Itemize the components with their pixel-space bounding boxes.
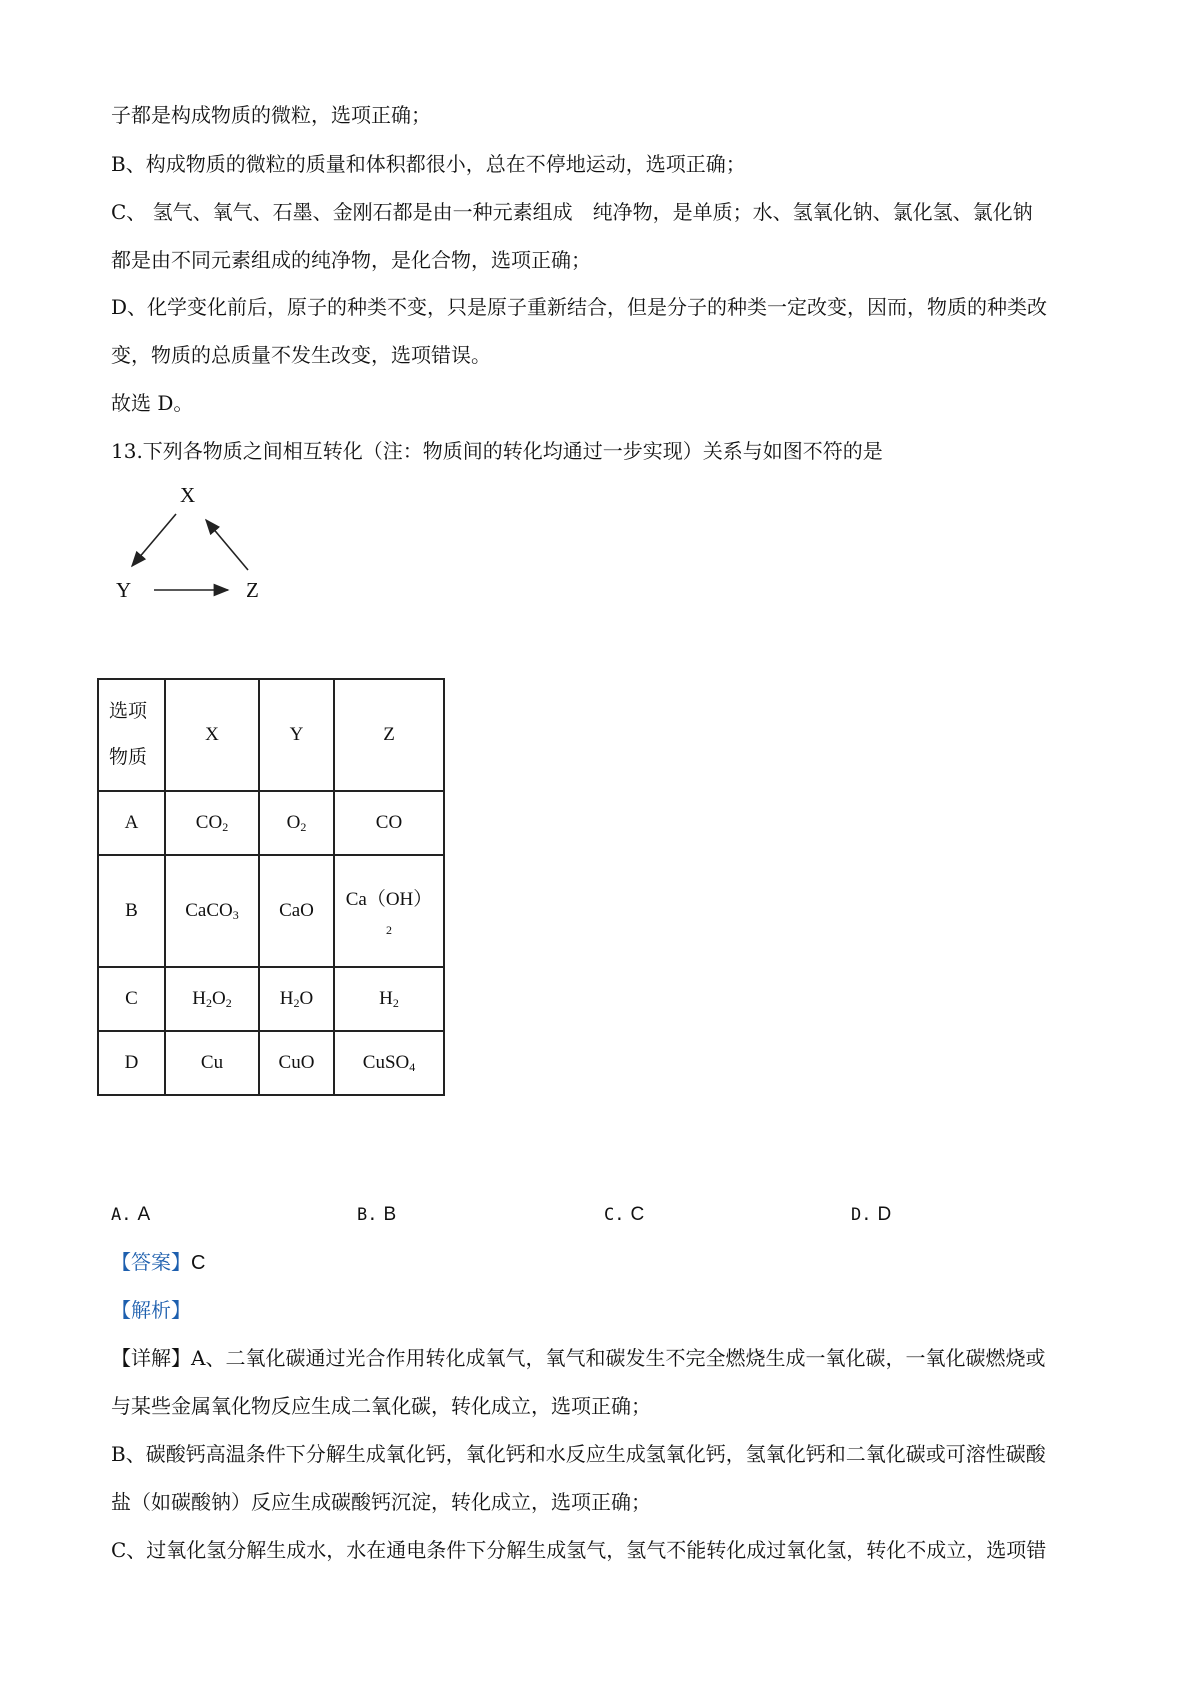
answer-line bbox=[111, 1248, 205, 1277]
paragraph-line: 子都是构成物质的微粒，选项正确； bbox=[111, 103, 431, 127]
paragraph-line: 都是由不同元素组成的纯净物，是化合物，选项正确； bbox=[111, 248, 591, 272]
choice-b[interactable]: B. B bbox=[357, 1204, 397, 1225]
choice-d[interactable]: D. D bbox=[851, 1204, 892, 1225]
paragraph-line: 变，物质的总质量不发生改变，选项错误。 bbox=[111, 343, 491, 367]
cell-x: $H_2O_2$ bbox=[165, 967, 259, 1031]
cell-x: $CO_2$ bbox=[165, 791, 259, 855]
table-row bbox=[98, 855, 444, 967]
detail-line: 与某些金属氧化物反应生成二氧化碳，转化成立，选项正确； bbox=[111, 1394, 651, 1418]
answer-value: C bbox=[191, 1252, 206, 1274]
detail-line: B、碳酸钙高温条件下分解生成氧化钙，氧化钙和水反应生成氢氧化钙，氢氧化钙和二氧化碳或可溶性碳酸 bbox=[111, 1442, 1046, 1466]
choice-a[interactable]: A. A bbox=[111, 1204, 151, 1225]
arrow-z-to-x bbox=[206, 520, 248, 570]
cell-z: CuSO$_4$ bbox=[334, 1031, 444, 1095]
cell-y: $H_2O$ bbox=[259, 967, 334, 1031]
detail-label: 【详解】 bbox=[111, 1346, 191, 1370]
header-corner: 选项 物质 bbox=[98, 679, 165, 791]
arrow-x-to-y bbox=[132, 514, 176, 566]
node-x: X bbox=[180, 483, 196, 507]
row-option: D bbox=[98, 1031, 165, 1095]
detail-line: 【详解】A、二氧化碳通过光合作用转化成氧气，氧气和碳发生不完全燃烧生成一氧化碳，一氧化碳燃烧或 bbox=[111, 1346, 1046, 1370]
detail-line: C、过氧化氢分解生成水，水在通电条件下分解生成氢气，氢气不能转化成过氧化氢，转化不成立，选项错 bbox=[111, 1538, 1047, 1562]
cell-y: CuO bbox=[259, 1031, 334, 1095]
table-row bbox=[98, 967, 444, 1031]
cell-z: $H_2$ bbox=[334, 967, 444, 1031]
conversion-diagram bbox=[110, 478, 270, 608]
cell-x: Cu bbox=[165, 1031, 259, 1095]
table-row bbox=[98, 1031, 444, 1095]
cell-z: Ca（OH） 2 bbox=[334, 855, 444, 967]
cell-x: CaCO$_3$ bbox=[165, 855, 259, 967]
paragraph-line: 故选 D。 bbox=[111, 391, 194, 415]
paragraph-line: B、构成物质的微粒的质量和体积都很小，总在不停地运动，选项正确； bbox=[111, 152, 746, 176]
row-option: C bbox=[98, 967, 165, 1031]
header-x: X bbox=[165, 679, 259, 791]
paragraph-line: D、化学变化前后，原子的种类不变，只是原子重新结合，但是分子的种类一定改变，因而，物质的种类改 bbox=[111, 295, 1048, 319]
node-y: Y bbox=[116, 578, 132, 602]
header-z: Z bbox=[334, 679, 444, 791]
analysis-label: 【解析】 bbox=[111, 1298, 191, 1322]
table-header-row bbox=[98, 679, 444, 791]
node-z: Z bbox=[246, 578, 259, 602]
cell-z: CO bbox=[334, 791, 444, 855]
answer-label: 【答案】 bbox=[111, 1250, 191, 1274]
paragraph-line: C、 氢气、氧气、石墨、金刚石都是由一种元素组成 纯净物，是单质；水、氢氧化钠、氯化氢、氯化钠 bbox=[111, 200, 1033, 224]
cell-y: $O_2$ bbox=[259, 791, 334, 855]
row-option: A bbox=[98, 791, 165, 855]
header-y: Y bbox=[259, 679, 334, 791]
question-stem: 13.下列各物质之间相互转化（注：物质间的转化均通过一步实现）关系与如图不符的是 bbox=[111, 439, 883, 463]
table-row bbox=[98, 791, 444, 855]
cell-y: CaO bbox=[259, 855, 334, 967]
choice-c[interactable]: C. C bbox=[604, 1204, 645, 1225]
options-table bbox=[97, 678, 445, 1096]
row-option: B bbox=[98, 855, 165, 967]
detail-line: 盐（如碳酸钠）反应生成碳酸钙沉淀，转化成立，选项正确； bbox=[111, 1490, 651, 1514]
